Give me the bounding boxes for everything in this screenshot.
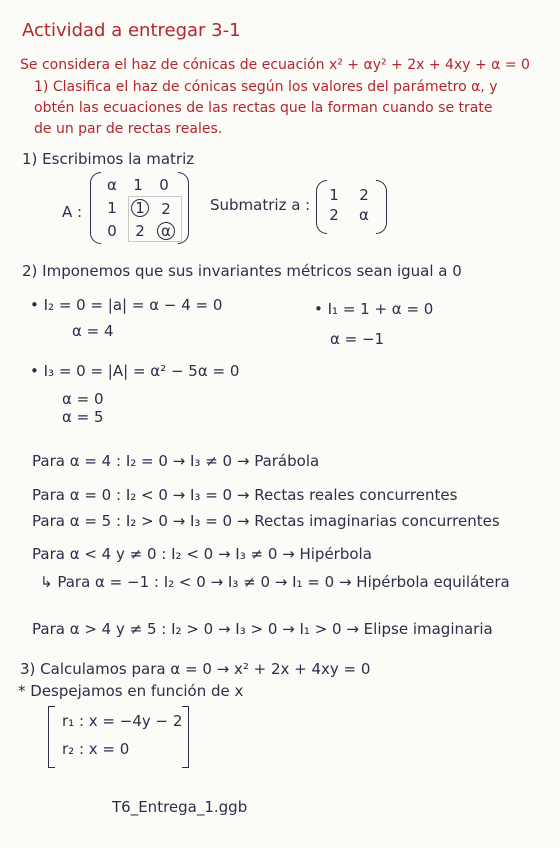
matrix-a-cell: 1	[133, 176, 143, 194]
submatrix-cell: 1	[329, 186, 339, 204]
case-line: Para α = 4 : I₂ = 0 → I₃ ≠ 0 → Parábola	[32, 452, 320, 470]
matrix-a-cell: 2	[135, 222, 145, 240]
line-r2-equation: r₂ : x = 0	[62, 740, 130, 758]
system-left-bracket	[48, 706, 55, 768]
case-line: ↳ Para α = −1 : I₂ < 0 → I₃ ≠ 0 → I₁ = 0 → Hipérbola equilátera	[40, 573, 510, 591]
matrix-a-cell: 2	[161, 200, 171, 218]
i3-solution-1: α = 0	[62, 390, 104, 408]
matrix-a-cell: α	[107, 176, 117, 194]
submatrix-cell: α	[359, 206, 369, 224]
submatrix-cell: 2	[359, 186, 369, 204]
case-line: Para α = 5 : I₂ > 0 → I₃ = 0 → Rectas imaginarias concurrentes	[32, 512, 500, 530]
i1-equation: • I₁ = 1 + α = 0	[314, 300, 434, 318]
case-line: Para α = 0 : I₂ < 0 → I₃ = 0 → Rectas reales concurrentes	[32, 486, 458, 504]
line-r1-equation: r₁ : x = −4y − 2	[62, 712, 183, 730]
matrix-a-cell: 0	[159, 176, 169, 194]
step-2-heading: 2) Imponemos que sus invariantes métricos sean igual a 0	[22, 262, 462, 280]
submatrix-cell: 2	[329, 206, 339, 224]
i3-solution-2: α = 5	[62, 408, 104, 426]
matrix-a-cell-circled: 1	[131, 199, 149, 217]
system-right-bracket	[182, 706, 189, 768]
i3-equation: • I₃ = 0 = |A| = α² − 5α = 0	[30, 362, 240, 380]
page-title: Actividad a entregar 3-1	[22, 20, 241, 41]
case-line: Para α > 4 y ≠ 5 : I₂ > 0 → I₃ > 0 → I₁ > 0 → Elipse imaginaria	[32, 620, 493, 638]
i1-solution: α = −1	[330, 330, 385, 348]
case-line: Para α < 4 y ≠ 0 : I₂ < 0 → I₃ ≠ 0 → Hipérbola	[32, 545, 372, 563]
matrix-a-cell-circled: α	[157, 222, 175, 240]
footer-filename: T6_Entrega_1.ggb	[112, 798, 248, 816]
statement-line-2: 1) Clasifica el haz de cónicas según los valores del parámetro α, y	[34, 79, 498, 95]
i2-solution: α = 4	[72, 322, 114, 340]
matrix-a-cell	[154, 222, 178, 240]
submatrix-label: Submatriz a :	[210, 196, 311, 214]
matrix-a-cell	[128, 199, 152, 217]
statement-line-4: de un par de rectas reales.	[34, 121, 223, 137]
statement-line-3: obtén las ecuaciones de las rectas que la forman cuando se trate	[34, 100, 493, 116]
statement-line-1: Se considera el haz de cónicas de ecuación x² + αy² + 2x + 4xy + α = 0	[20, 57, 530, 73]
step-1-heading: 1) Escribimos la matriz	[22, 150, 195, 168]
submatrix-right-paren	[376, 180, 387, 234]
matrix-a-cell: 1	[107, 199, 117, 217]
step-3-note: * Despejamos en función de x	[18, 682, 244, 700]
step-3-heading: 3) Calculamos para α = 0 → x² + 2x + 4xy = 0	[20, 660, 371, 678]
matrix-a-cell: 0	[107, 222, 117, 240]
matrix-a-label: A :	[62, 203, 83, 221]
i2-equation: • I₂ = 0 = |a| = α − 4 = 0	[30, 296, 223, 314]
